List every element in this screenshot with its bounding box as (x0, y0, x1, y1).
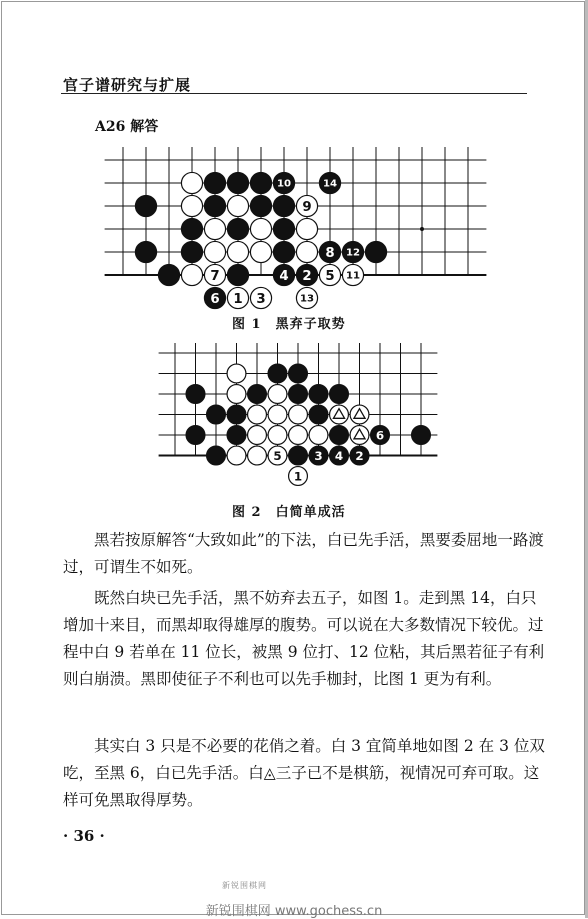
black-stone (186, 426, 205, 445)
figure-1-caption: 图 1 黑弃子取势 (232, 317, 346, 332)
black-stone (250, 172, 271, 193)
go-board-figure-2 (172, 343, 437, 483)
problem-label: A26 解答 (95, 119, 159, 135)
header-rule (61, 93, 527, 94)
paragraph-1: 黑若按原解答“大致如此”的下法，白已先手活，黑要委屈地一路渡过，可谓生不如死。 (63, 531, 544, 576)
black-stone (227, 172, 248, 193)
white-stone (268, 405, 287, 424)
black-stone (330, 385, 349, 404)
black-stone (158, 264, 179, 285)
white-stone (296, 218, 317, 239)
white-stone (181, 195, 202, 216)
move-number: 5 (273, 448, 282, 463)
move-number: 14 (322, 178, 338, 190)
black-stone (207, 405, 226, 424)
black-stone (181, 241, 202, 262)
go-board-figure-1 (118, 147, 488, 307)
black-stone (227, 264, 248, 285)
move-number: 7 (210, 268, 220, 284)
black-stone (135, 195, 156, 216)
figure-2-caption: 图 2 白简单成活 (232, 505, 346, 520)
white-stone (248, 446, 267, 465)
move-number: 2 (355, 448, 364, 463)
white-stone (289, 405, 308, 424)
move-number: 10 (276, 178, 292, 190)
running-head: 官子谱研究与扩展 (63, 76, 192, 94)
site-watermark: 新锐围棋网 www.gochess.cn (205, 904, 383, 919)
move-number: 6 (210, 291, 220, 307)
white-stone (289, 426, 308, 445)
white-stone (248, 405, 267, 424)
white-stone (296, 241, 317, 262)
white-stone (227, 385, 246, 404)
black-stone (186, 385, 205, 404)
black-stone (412, 426, 431, 445)
move-number: 8 (325, 245, 335, 261)
black-stone (289, 385, 308, 404)
move-number: 6 (375, 428, 385, 443)
white-stone (227, 241, 248, 262)
move-number: 3 (256, 291, 266, 307)
move-number: 2 (302, 268, 312, 284)
move-number: 4 (334, 448, 344, 463)
white-stone (250, 241, 271, 262)
black-stone (248, 385, 267, 404)
board-grid (105, 147, 487, 275)
white-stone (227, 364, 246, 383)
black-stone (273, 241, 294, 262)
black-stone (250, 195, 271, 216)
black-stone (227, 426, 246, 445)
black-stone (273, 195, 294, 216)
white-stone (204, 218, 225, 239)
paragraph-3: 其实白 3 只是不必要的花俏之着。白 3 宜简单地如图 2 在 3 位双吃，至黑 6，白已先手活。白◬三子已不是棋筋，视情况可弃可取。这样可免黑取得厚势。 (63, 737, 545, 809)
black-stone (135, 241, 156, 262)
page-number: · 36 · (63, 827, 105, 845)
white-stone (227, 446, 246, 465)
black-stone (309, 385, 328, 404)
white-stone (181, 264, 202, 285)
white-stone (268, 426, 287, 445)
white-stone (248, 426, 267, 445)
black-stone (268, 364, 287, 383)
paragraph-2: 既然白块已先手活，黑不妨弃去五子，如图 1。走到黑 14，白只增加十来目，而黑却取得雄厚的腹势。可以说在大多数情况下较优。过程中白 9 若单在 11 位长，被黑 9 位打、12 位粘，其后黑若征子有利则白崩溃。黑即使征子不利也可以先手枷封，比图 1 更为有利。 (63, 589, 545, 688)
black-stone (289, 446, 308, 465)
move-number: 9 (302, 199, 312, 215)
faint-stamp: 新锐围棋网 (222, 881, 267, 890)
white-stone (268, 385, 287, 404)
black-stone (273, 218, 294, 239)
black-stone (181, 218, 202, 239)
star-point (420, 227, 424, 231)
black-stone (330, 426, 349, 445)
white-stone (309, 426, 328, 445)
move-number: 12 (345, 247, 361, 259)
move-number: 1 (233, 291, 243, 307)
black-stone (204, 172, 225, 193)
white-stone (227, 195, 248, 216)
black-stone (204, 195, 225, 216)
black-stone (289, 364, 308, 383)
black-stone (227, 405, 246, 424)
white-stone (204, 241, 225, 262)
black-stone (365, 241, 386, 262)
move-number: 11 (345, 270, 361, 282)
black-stone (227, 218, 248, 239)
black-stone (309, 405, 328, 424)
black-stone (207, 446, 226, 465)
move-number: 1 (293, 469, 303, 484)
move-number: 4 (279, 268, 289, 284)
move-number: 5 (325, 268, 335, 284)
white-stone (181, 172, 202, 193)
move-number: 3 (314, 448, 323, 463)
white-stone (250, 218, 271, 239)
move-number: 13 (299, 293, 315, 305)
